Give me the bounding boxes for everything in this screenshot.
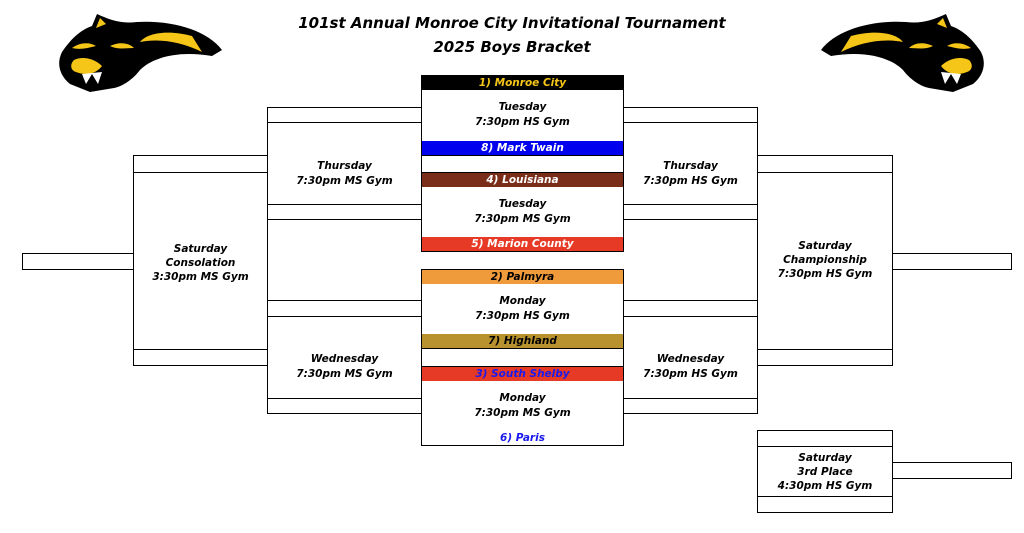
seed-2-bar: 2) Palmyra xyxy=(421,269,624,285)
slot-line xyxy=(267,204,422,205)
third-place-game xyxy=(757,430,893,513)
slot-line xyxy=(133,172,268,173)
game-time: 7:30pm HS Gym xyxy=(643,175,738,187)
page-subtitle: 2025 Boys Bracket xyxy=(433,38,591,56)
game-day: Wednesday xyxy=(656,353,725,365)
game-time: 3:30pm MS Gym xyxy=(152,271,249,283)
slot-line xyxy=(133,349,268,350)
game-round: Consolation xyxy=(165,257,236,269)
slot-line xyxy=(623,204,758,205)
slot-line xyxy=(757,496,893,497)
game-time: 7:30pm MS Gym xyxy=(296,368,393,380)
game-time: 7:30pm MS Gym xyxy=(296,175,393,187)
game-time: 7:30pm HS Gym xyxy=(475,116,570,128)
championship-game xyxy=(757,155,893,366)
game-day: Thursday xyxy=(317,160,372,172)
game-day: Thursday xyxy=(663,160,718,172)
third-place-winner-slot xyxy=(892,462,1012,479)
game-time: 4:30pm HS Gym xyxy=(777,480,873,492)
panther-mascot-icon xyxy=(52,12,227,92)
game-time: 7:30pm HS Gym xyxy=(475,310,570,322)
consolation-game xyxy=(133,155,268,366)
right-game-wednesday xyxy=(623,300,758,414)
center-game-3 xyxy=(421,284,624,334)
page-title: 101st Annual Monroe City Invitational Tournament xyxy=(298,14,726,32)
game-day: Saturday xyxy=(798,452,852,464)
game-time: 7:30pm MS Gym xyxy=(474,213,571,225)
slot-line xyxy=(757,446,893,447)
champion-slot xyxy=(892,253,1012,270)
game-day: Monday xyxy=(499,295,546,307)
slot-line xyxy=(267,398,422,399)
seed-3-bar: 3) South Shelby xyxy=(421,366,624,382)
center-game-2 xyxy=(421,187,624,237)
game-time: 7:30pm MS Gym xyxy=(474,407,571,419)
slot-line xyxy=(757,349,893,350)
left-game-wednesday xyxy=(267,300,422,414)
game-round: 3rd Place xyxy=(797,466,853,478)
game-time: 7:30pm HS Gym xyxy=(777,268,873,280)
game-day: Saturday xyxy=(173,243,228,255)
game-day: Monday xyxy=(499,392,546,404)
game-day: Saturday xyxy=(798,240,852,252)
seed-8-bar: 8) Mark Twain xyxy=(421,140,624,156)
seed-5-bar: 5) Marion County xyxy=(421,236,624,252)
panther-mascot-icon xyxy=(816,12,991,92)
slot-line xyxy=(267,316,422,317)
game-day: Tuesday xyxy=(498,101,547,113)
slot-line xyxy=(757,172,893,173)
seed-6-bar: 6) Paris xyxy=(421,430,624,446)
game-round: Championship xyxy=(783,254,867,266)
center-game-1 xyxy=(421,90,624,141)
seed-1-bar: 1) Monroe City xyxy=(421,75,624,91)
slot-line xyxy=(267,122,422,123)
center-game-4 xyxy=(421,381,624,431)
seed-4-bar: 4) Louisiana xyxy=(421,172,624,188)
seed-7-bar: 7) Highland xyxy=(421,333,624,349)
game-time: 7:30pm HS Gym xyxy=(643,368,738,380)
slot-line xyxy=(623,398,758,399)
game-day: Tuesday xyxy=(498,198,547,210)
slot-line xyxy=(623,316,758,317)
game-day: Wednesday xyxy=(310,353,379,365)
slot-line xyxy=(623,122,758,123)
consolation-winner-slot xyxy=(22,253,134,270)
